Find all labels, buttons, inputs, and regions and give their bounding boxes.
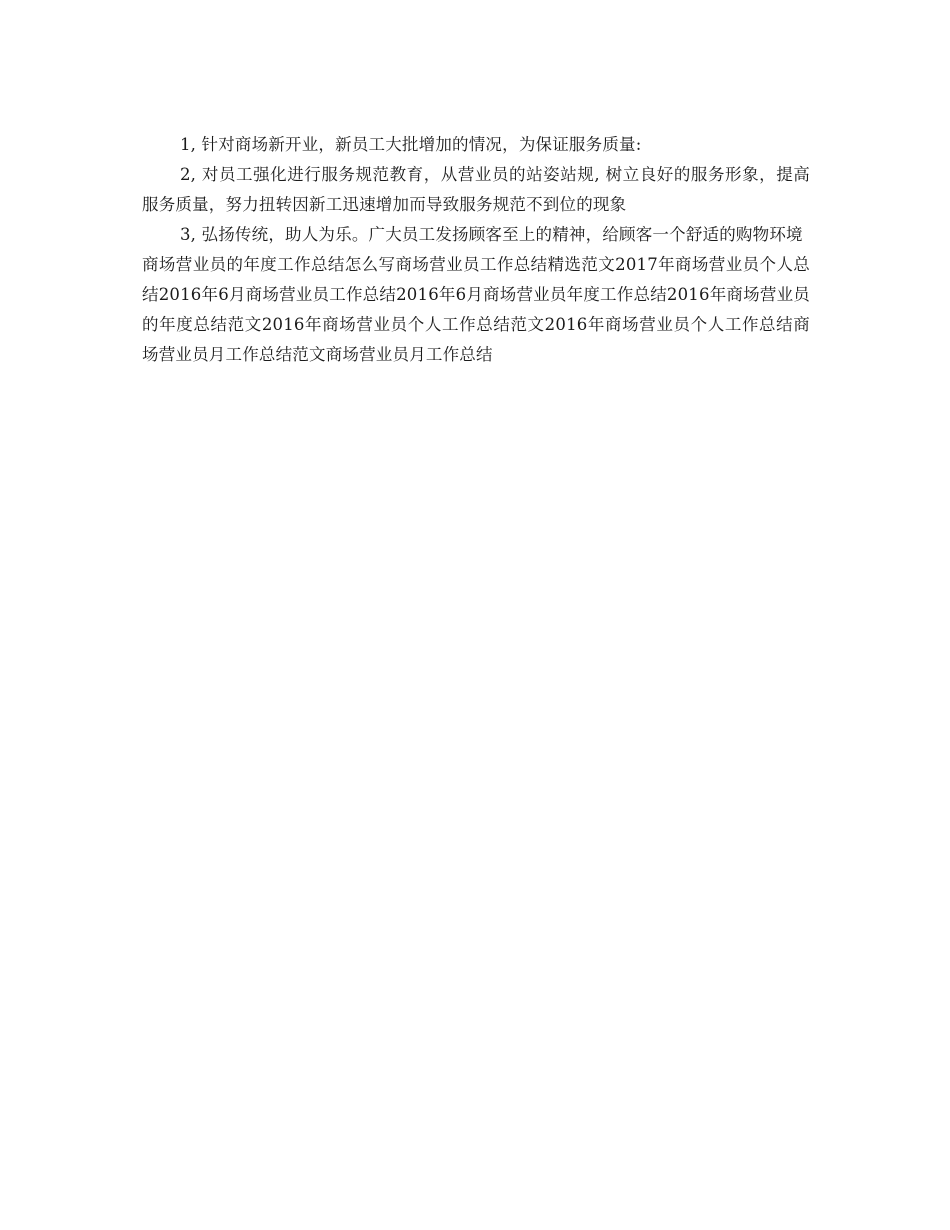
paragraph-item-3: 3, 弘扬传统，助人为乐。广大员工发扬顾客至上的精神，给顾客一个舒适的购物环境 <box>179 225 803 244</box>
related-articles-text: 商场营业员的年度工作总结怎么写商场营业员工作总结精选范文2017年商场营业员个人总结2016年6月商场营业员工作总结2016年6月商场营业员年度工作总结2016年商场营业员的年度总结范文2016年商场营业员个人工作总结范文2016年商场营业员个人工作总结商场营业员月工作总结范文商场营业员月工作总结 <box>142 255 810 364</box>
paragraph-item-2: 2, 对员工强化进行服务规范教育，从营业员的站姿站规, 树立良好的服务形象，提高服务质量，努力扭转因新工迅速增加而导致服务规范不到位的现象 <box>142 165 810 214</box>
document-body <box>142 130 810 370</box>
paragraph-item-1: 1, 针对商场新开业，新员工大批增加的情况，为保证服务质量: <box>179 135 642 154</box>
